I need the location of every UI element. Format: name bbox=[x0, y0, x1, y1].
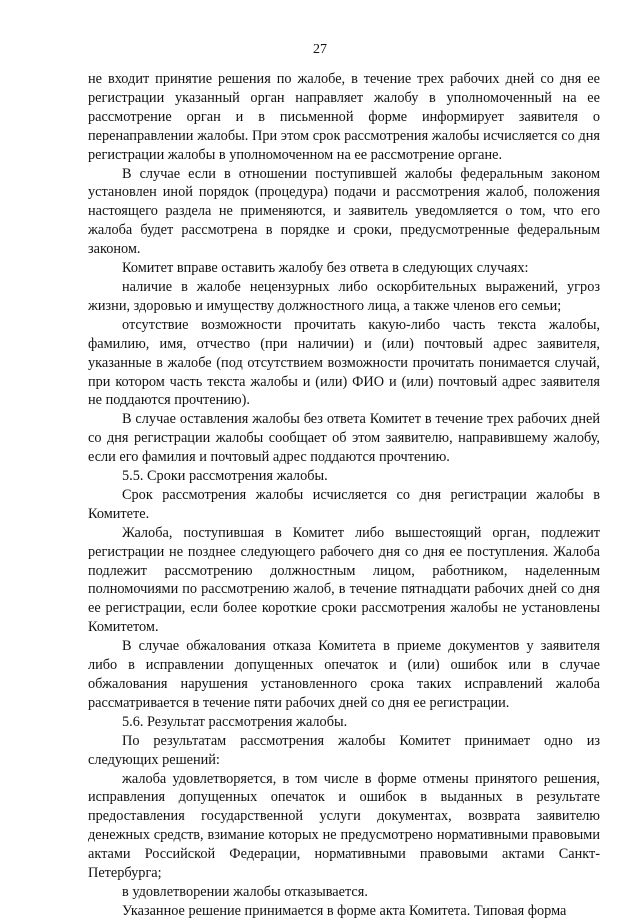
document-body bbox=[88, 70, 600, 921]
page-number: 27 bbox=[313, 42, 327, 57]
paragraph-registration-term: Жалоба, поступившая в Комитет либо вышестоящий орган, подлежит регистрации не позднее следующего рабочего дня со дня ее поступления. Жалоба подлежит рассмотрению должностным лицом, работником, наделенным полномочиями по рассмотрению жалоб, в течение пятнадцати рабочих дней со дня ее регистрации, если более короткие сроки рассмотрения жалобы не установлены Комитетом. bbox=[88, 524, 600, 636]
paragraph-no-answer-cases: Комитет вправе оставить жалобу без ответа в следующих случаях: bbox=[122, 260, 529, 277]
paragraph-decisions-intro: По результатам рассмотрения жалобы Комитет принимает одно из следующих решений: bbox=[88, 732, 600, 768]
paragraph-continuation: не входит принятие решения по жалобе, в течение трех рабочих дней со дня ее регистрации указанный орган направляет жалобу в уполномоченный на ее рассмотрение орган и в письменной форме информирует заявителя о перенаправлении жалобы. При этом срок рассмотрения жалобы исчисляется со дня регистрации жалобы в уполномоченном на ее рассмотрение органе. bbox=[88, 71, 600, 163]
paragraph-complaint-rejected: в удовлетворении жалобы отказывается. bbox=[122, 883, 368, 900]
section-heading-5-6: 5.6. Результат рассмотрения жалобы. bbox=[122, 713, 348, 730]
paragraph-refusal-appeal: В случае обжалования отказа Комитета в приеме документов у заявителя либо в исправлении допущенных опечаток и (или) ошибок или в случае обжалования нарушения установленного срока таких исправлений жалоба рассматривается в течение пяти рабочих дней со дня ее регистрации. bbox=[88, 638, 600, 711]
paragraph-complaint-satisfied: жалоба удовлетворяется, в том числе в форме отмены принятого решения, исправления допущенных опечаток и ошибок в выданных в результате предоставления государственной услуги документах, возврата заявителю денежных средств, взимание которых не предусмотрено нормативными правовыми актами Российской Федерации, нормативными правовыми актами Санкт-Петербурга; bbox=[88, 770, 600, 882]
paragraph-federal-law: В случае если в отношении поступившей жалобы федеральным законом установлен иной порядок (процедура) подачи и рассмотрения жалоб, положения настоящего раздела не применяются, и заявитель уведомляется о том, что его жалоба будет рассмотрена в порядке и сроки, предусмотренные федеральным законом. bbox=[88, 165, 600, 258]
paragraph-obscene-language: наличие в жалобе нецензурных либо оскорбительных выражений, угроз жизни, здоровью и имуществу должностного лица, а также членов его семьи; bbox=[88, 278, 600, 314]
paragraph-unreadable-text: отсутствие возможности прочитать какую-либо часть текста жалобы, фамилию, имя, отчество (при наличии) и (или) почтовый адрес заявителя, указанные в жалобе (под отсутствием возможности прочитать понимается случай, при котором часть текста жалобы и (или) ФИО и (или) почтовый адрес заявителя не поддаются прочтению). bbox=[88, 316, 600, 409]
paragraph-no-answer-notice: В случае оставления жалобы без ответа Комитет в течение трех рабочих дней со дня регистрации жалобы сообщает об этом заявителю, направившему жалобу, если его фамилия и почтовый адрес поддаются прочтению. bbox=[88, 411, 600, 466]
paragraph-term-start: Срок рассмотрения жалобы исчисляется со дня регистрации жалобы в Комитете. bbox=[88, 486, 600, 522]
paragraph-decision-form: Указанное решение принимается в форме акта Комитета. Типовая форма bbox=[122, 902, 567, 919]
section-heading-5-5: 5.5. Сроки рассмотрения жалобы. bbox=[122, 468, 328, 485]
